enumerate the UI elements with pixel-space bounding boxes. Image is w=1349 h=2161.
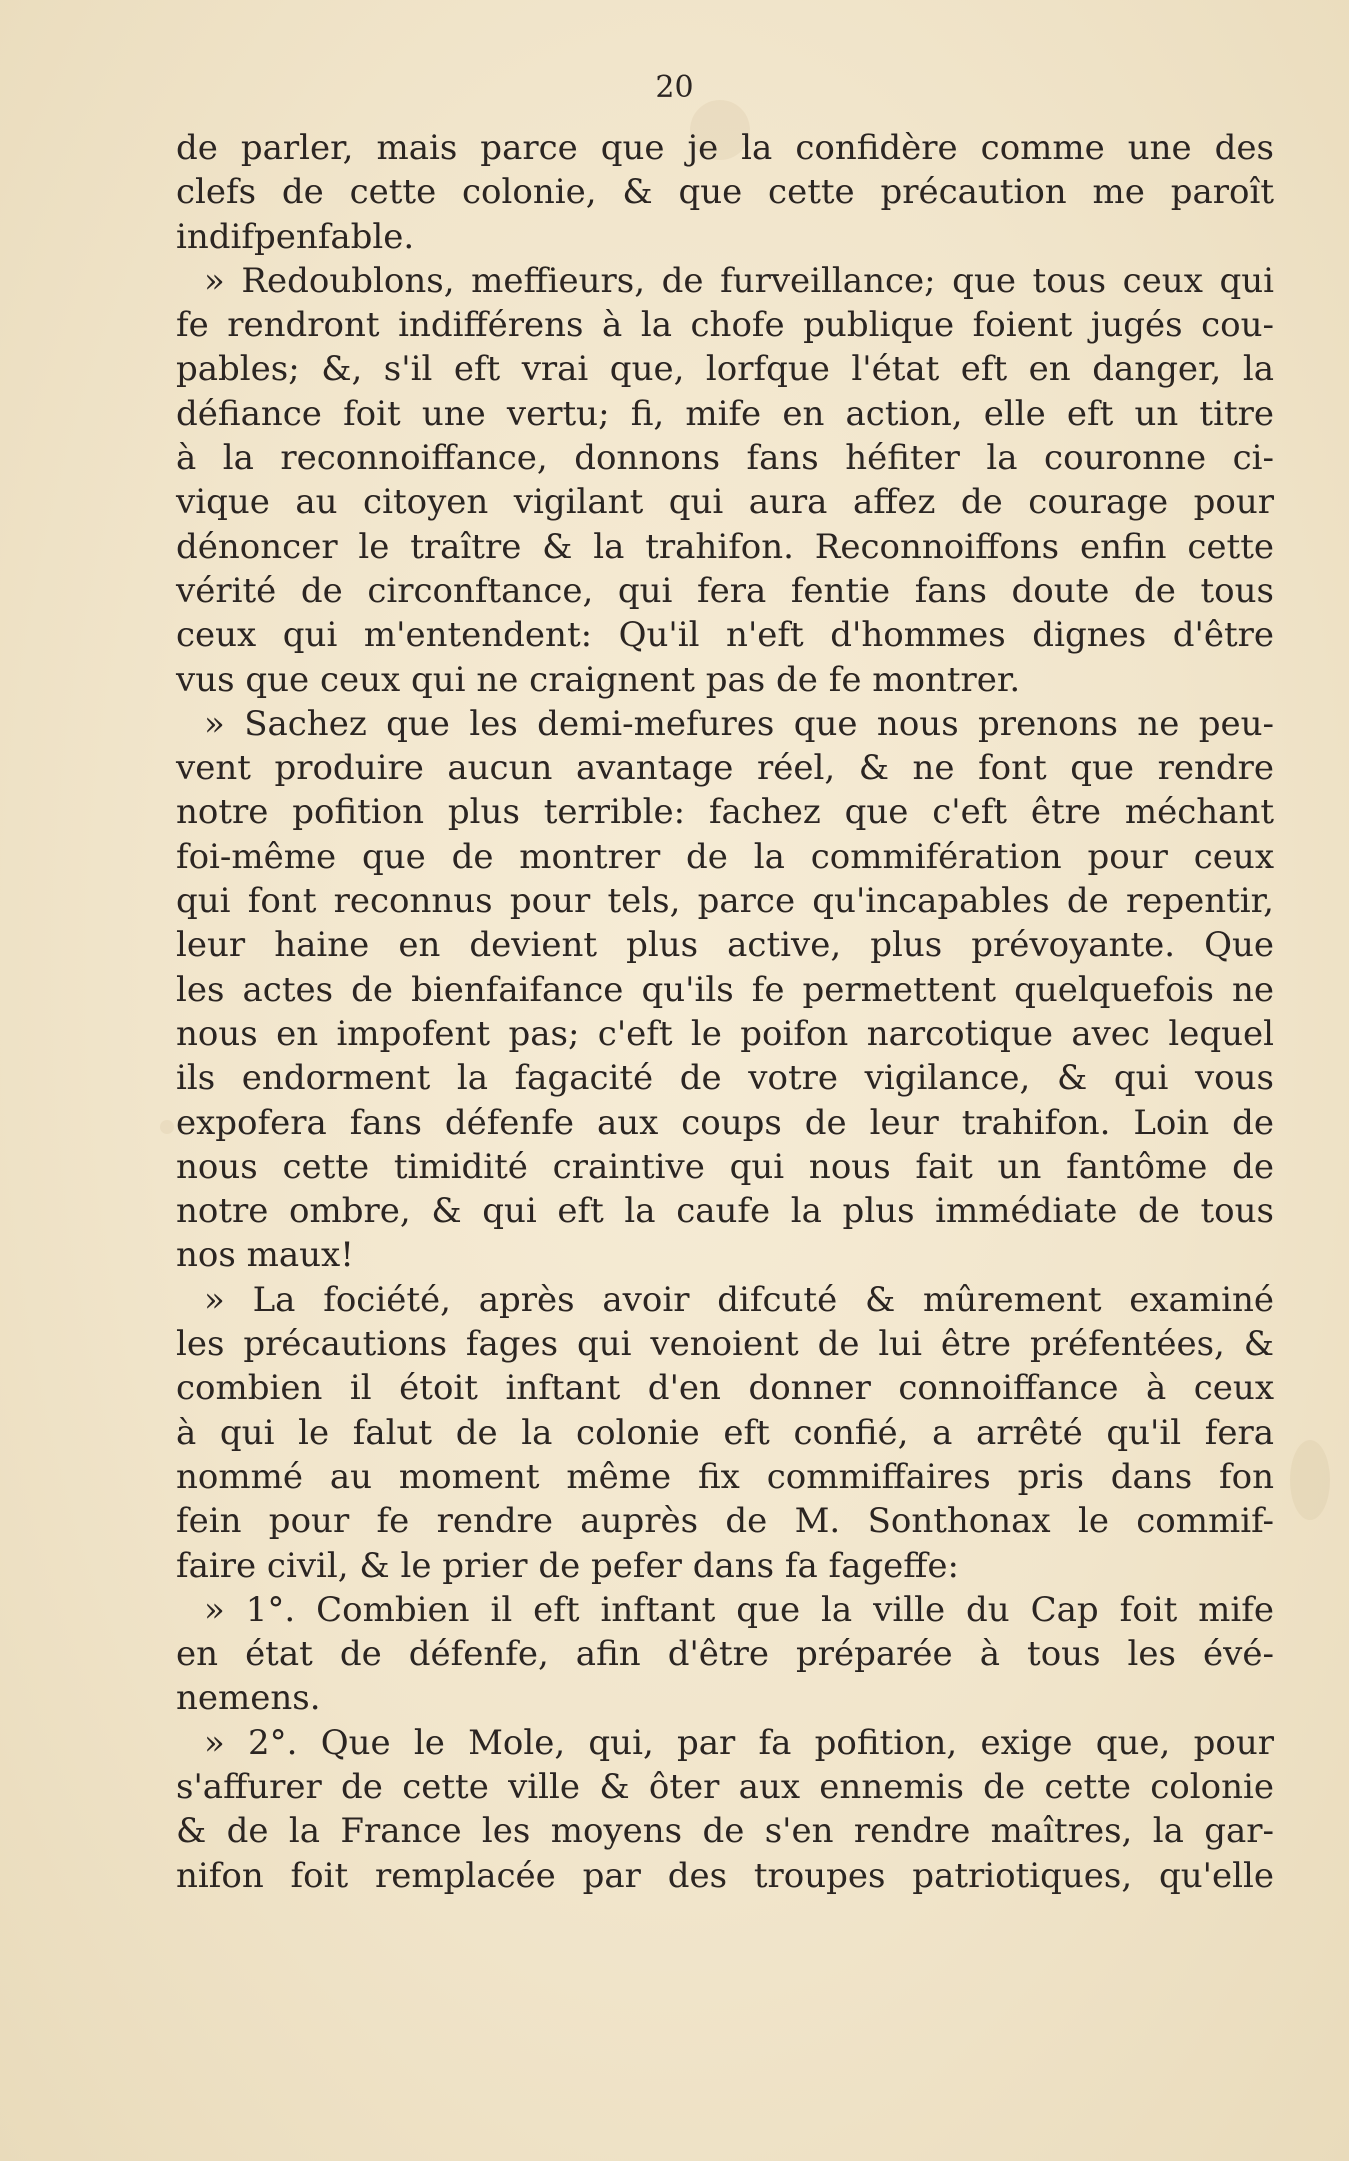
text-line: nommé au moment même fix commiffaires pris dans fon xyxy=(176,1456,1274,1497)
text-line: pables; &, s'il eft vrai que, lorfque l'état eft en danger, la xyxy=(176,349,1274,390)
text-line: ils endorment la fagacité de votre vigilance, & qui vous xyxy=(176,1058,1274,1099)
text-line: vent produire aucun avantage réel, & ne font que rendre xyxy=(176,748,1274,789)
text-line: dénoncer le traître & la trahifon. Reconnoiffons enfin cette xyxy=(176,526,1274,567)
text-line: foi-même que de montrer de la commifération pour ceux xyxy=(176,836,1274,877)
text-line: de parler, mais parce que je la confidère comme une des xyxy=(176,128,1274,168)
page-body-text xyxy=(176,126,1274,1898)
text-line: expofera fans défenfe aux coups de leur trahifon. Loin de xyxy=(176,1102,1274,1143)
text-line: nos maux! xyxy=(176,1235,354,1276)
text-line: nifon foit remplacée par des troupes patriotiques, qu'elle xyxy=(176,1855,1274,1896)
text-line: les précautions fages qui venoient de lui être préfentées, & xyxy=(176,1324,1274,1365)
text-line: les actes de bienfaifance qu'ils fe permettent quelquefois ne xyxy=(176,969,1274,1010)
text-line: » Sachez que les demi-mefures que nous prenons ne peu- xyxy=(204,703,1274,744)
paper-stain xyxy=(1290,1440,1330,1520)
text-line: nous cette timidité craintive qui nous fait un fantôme de xyxy=(176,1146,1274,1187)
text-line: » 2°. Que le Mole, qui, par fa pofition, exige que, pour xyxy=(204,1722,1274,1763)
text-line: combien il étoit inftant d'en donner connoiffance à ceux xyxy=(176,1368,1274,1409)
text-line: notre pofition plus terrible: fachez que c'eft être méchant xyxy=(176,792,1274,833)
text-line: défiance foit une vertu; fi, mife en action, elle eft un titre xyxy=(176,393,1274,434)
text-line: à qui le falut de la colonie eft confié, a arrêté qu'il fera xyxy=(176,1412,1274,1453)
text-line: nemens. xyxy=(176,1678,321,1719)
text-line: qui font reconnus pour tels, parce qu'incapables de repentir, xyxy=(176,881,1274,922)
text-line: s'affurer de cette ville & ôter aux ennemis de cette colonie xyxy=(176,1766,1274,1807)
text-line: fe rendront indifférens à la chofe publique foient jugés cou- xyxy=(176,305,1274,346)
text-line: à la reconnoiffance, donnons fans héfiter la couronne ci- xyxy=(176,438,1274,479)
text-line: vérité de circonftance, qui fera fentie fans doute de tous xyxy=(176,570,1274,611)
text-line: vique au citoyen vigilant qui aura affez de courage pour xyxy=(176,482,1274,523)
text-line: » Redoublons, meffieurs, de furveillance; que tous ceux qui xyxy=(204,260,1274,301)
text-line: en état de défenfe, afin d'être préparée à tous les évé- xyxy=(176,1634,1274,1675)
text-line: » 1°. Combien il eft inftant que la ville du Cap foit mife xyxy=(204,1589,1274,1630)
text-line: leur haine en devient plus active, plus prévoyante. Que xyxy=(176,925,1274,966)
text-line: nous en impofent pas; c'eft le poifon narcotique avec lequel xyxy=(176,1013,1274,1054)
page-number: 20 xyxy=(655,70,694,105)
paper-stain xyxy=(160,1120,174,1134)
text-line: fein pour fe rendre auprès de M. Sonthonax le commif- xyxy=(176,1501,1274,1542)
text-line: » La fociété, après avoir difcuté & mûrement examiné xyxy=(204,1279,1274,1320)
text-line: ceux qui m'entendent: Qu'il n'eft d'hommes dignes d'être xyxy=(176,615,1274,656)
text-line: indifpenfable. xyxy=(176,216,415,257)
text-line: faire civil, & le prier de pefer dans fa fageffe: xyxy=(176,1545,960,1586)
text-line: clefs de cette colonie, & que cette précaution me paroît xyxy=(176,172,1274,213)
text-line: vus que ceux qui ne craignent pas de fe montrer. xyxy=(176,659,1021,700)
text-line: notre ombre, & qui eft la caufe la plus immédiate de tous xyxy=(176,1191,1274,1232)
text-line: & de la France les moyens de s'en rendre maîtres, la gar- xyxy=(176,1811,1274,1852)
